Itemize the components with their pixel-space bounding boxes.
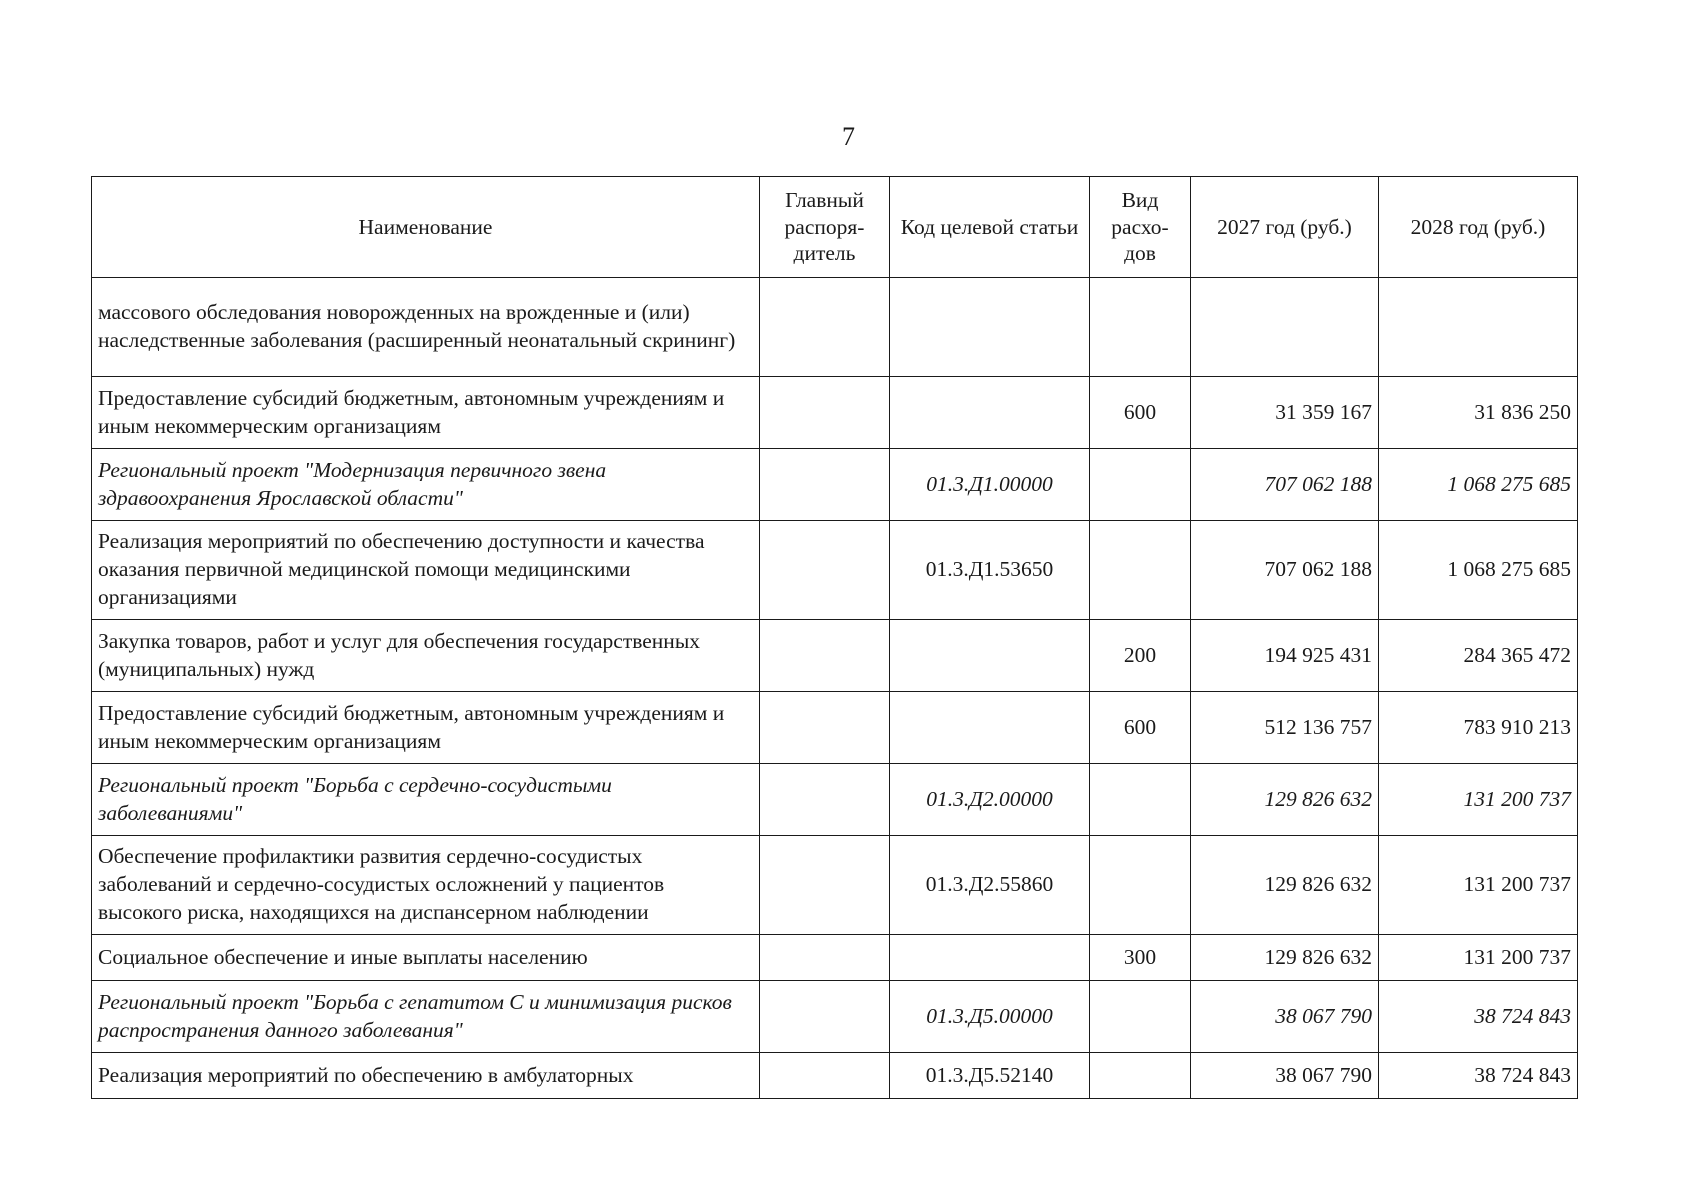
cell-y2027: 707 062 188 — [1191, 449, 1379, 521]
table-row — [92, 1053, 1578, 1099]
budget-table — [91, 176, 1578, 1099]
cell-code: 01.3.Д1.53650 — [890, 521, 1090, 620]
header-type: Вид расхо- дов — [1090, 177, 1191, 278]
table-row — [92, 981, 1578, 1053]
cell-code: 01.3.Д2.55860 — [890, 836, 1090, 935]
header-admin: Главный распоря- дитель — [760, 177, 890, 278]
cell-code: 01.3.Д5.52140 — [890, 1053, 1090, 1099]
cell-type — [1090, 1053, 1191, 1099]
cell-y2027: 194 925 431 — [1191, 620, 1379, 692]
cell-name: Предоставление субсидий бюджетным, автономным учреждениям и иным некоммерческим организациям — [92, 377, 760, 449]
cell-code: 01.3.Д2.00000 — [890, 764, 1090, 836]
cell-name: Реализация мероприятий по обеспечению в амбулаторных — [92, 1053, 760, 1099]
table-row — [92, 935, 1578, 981]
cell-y2028 — [1379, 278, 1578, 377]
table-row — [92, 449, 1578, 521]
cell-type — [1090, 836, 1191, 935]
cell-code — [890, 935, 1090, 981]
cell-code — [890, 692, 1090, 764]
cell-name: Региональный проект "Модернизация первичного звена здравоохранения Ярославской области" — [92, 449, 760, 521]
table-row — [92, 521, 1578, 620]
cell-admin — [760, 764, 890, 836]
cell-y2028: 1 068 275 685 — [1379, 449, 1578, 521]
header-name: Наименование — [92, 177, 760, 278]
cell-type: 600 — [1090, 377, 1191, 449]
cell-y2028: 131 200 737 — [1379, 836, 1578, 935]
cell-name: Закупка товаров, работ и услуг для обеспечения государственных (муниципальных) нужд — [92, 620, 760, 692]
table-row — [92, 692, 1578, 764]
cell-admin — [760, 620, 890, 692]
cell-y2027: 707 062 188 — [1191, 521, 1379, 620]
cell-y2028: 131 200 737 — [1379, 764, 1578, 836]
cell-type: 300 — [1090, 935, 1191, 981]
cell-y2028: 38 724 843 — [1379, 1053, 1578, 1099]
cell-y2028: 38 724 843 — [1379, 981, 1578, 1053]
header-2027: 2027 год (руб.) — [1191, 177, 1379, 278]
table-row — [92, 377, 1578, 449]
cell-name: Обеспечение профилактики развития сердечно-сосудистых заболеваний и сердечно-сосудистых осложнений у пациентов высокого риска, находящихся на диспансерном наблюдении — [92, 836, 760, 935]
cell-admin — [760, 377, 890, 449]
cell-admin — [760, 836, 890, 935]
cell-code: 01.3.Д5.00000 — [890, 981, 1090, 1053]
cell-y2027 — [1191, 278, 1379, 377]
cell-name: Реализация мероприятий по обеспечению доступности и качества оказания первичной медицинской помощи медицинскими организациями — [92, 521, 760, 620]
cell-y2028: 783 910 213 — [1379, 692, 1578, 764]
cell-type — [1090, 764, 1191, 836]
cell-name: Региональный проект "Борьба с сердечно-сосудистыми заболеваниями" — [92, 764, 760, 836]
table-header — [92, 177, 1578, 278]
cell-admin — [760, 1053, 890, 1099]
cell-admin — [760, 692, 890, 764]
cell-y2027: 129 826 632 — [1191, 836, 1379, 935]
cell-y2027: 31 359 167 — [1191, 377, 1379, 449]
cell-name: Региональный проект "Борьба с гепатитом С и минимизация рисков распространения данного заболевания" — [92, 981, 760, 1053]
header-code: Код целевой статьи — [890, 177, 1090, 278]
cell-y2028: 1 068 275 685 — [1379, 521, 1578, 620]
header-2028: 2028 год (руб.) — [1379, 177, 1578, 278]
cell-y2027: 129 826 632 — [1191, 764, 1379, 836]
cell-name: массового обследования новорожденных на врожденные и (или) наследственные заболевания (расширенный неонатальный скрининг) — [92, 278, 760, 377]
header-row — [92, 177, 1578, 278]
cell-name: Социальное обеспечение и иные выплаты населению — [92, 935, 760, 981]
cell-y2027: 129 826 632 — [1191, 935, 1379, 981]
cell-admin — [760, 449, 890, 521]
table-row — [92, 764, 1578, 836]
cell-code — [890, 278, 1090, 377]
cell-code: 01.3.Д1.00000 — [890, 449, 1090, 521]
cell-type: 600 — [1090, 692, 1191, 764]
cell-admin — [760, 521, 890, 620]
cell-name: Предоставление субсидий бюджетным, автономным учреждениям и иным некоммерческим организациям — [92, 692, 760, 764]
cell-type — [1090, 449, 1191, 521]
cell-admin — [760, 981, 890, 1053]
cell-y2027: 38 067 790 — [1191, 981, 1379, 1053]
cell-y2028: 131 200 737 — [1379, 935, 1578, 981]
cell-type — [1090, 981, 1191, 1053]
cell-y2027: 38 067 790 — [1191, 1053, 1379, 1099]
cell-type: 200 — [1090, 620, 1191, 692]
cell-code — [890, 620, 1090, 692]
cell-type — [1090, 521, 1191, 620]
cell-y2028: 31 836 250 — [1379, 377, 1578, 449]
cell-admin — [760, 935, 890, 981]
cell-y2027: 512 136 757 — [1191, 692, 1379, 764]
table-body — [92, 278, 1578, 1099]
cell-code — [890, 377, 1090, 449]
table-row — [92, 620, 1578, 692]
cell-admin — [760, 278, 890, 377]
cell-type — [1090, 278, 1191, 377]
table-row — [92, 836, 1578, 935]
table-row — [92, 278, 1578, 377]
page-number: 7 — [842, 122, 855, 151]
cell-y2028: 284 365 472 — [1379, 620, 1578, 692]
